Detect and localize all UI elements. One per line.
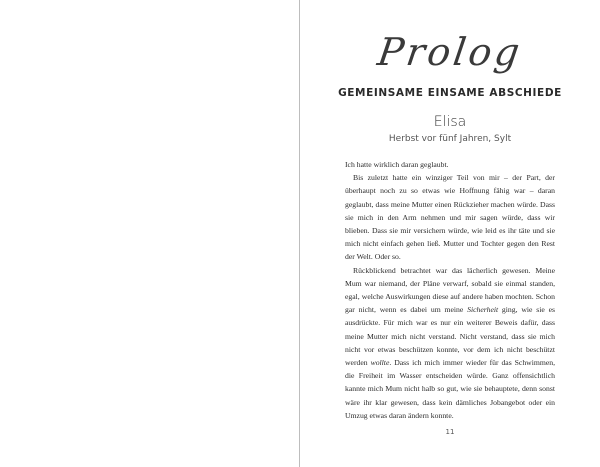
left-page-blank	[0, 0, 299, 467]
paragraph-3	[345, 264, 555, 422]
paragraph-3-part-a: Rückblickend betrachtet war das lächerlich gewesen. Meine Mum war niemand, der Pläne verwarf, sobald sie einmal standen, egal, welche Auswirkungen diese auf andere haben mochten. Schon gar nicht, wenn es dabei um meine	[345, 265, 555, 315]
emphasis-sicherheit: Sicherheit	[467, 305, 499, 315]
body-text	[345, 158, 555, 422]
pov-character-name: Elisa	[433, 114, 467, 130]
page-number: 11	[445, 428, 455, 436]
emphasis-wollte: wollte	[370, 358, 390, 368]
paragraph-2: Bis zuletzt hatte ein winziger Teil von mir – der Part, der überhaupt noch zu so etwas wie Hoffnung fähig war – daran geglaubt, dass meine Mutter einen Rückzieher machen würde. Dass sie mich in den Arm nehmen und mir sagen würde, dass wir blieben. Dass sie mir versichern würde, wie leid es ihr täte und sie mich nicht einfach gehen ließ. Mutter und Tochter gegen den Rest der Welt. Oder so.	[345, 173, 555, 262]
paragraph-3-part-b: ging, wie sie es ausdrückte. Für mich war es nur ein weiterer Beweis dafür, dass meine Mutter mich nicht verstand. Nicht verstand, dass sie mich nicht vor etwas beschützen konnte, vor dem ich nicht beschützt werden	[345, 305, 555, 368]
paragraph-1: Ich hatte wirklich daran geglaubt.	[345, 160, 449, 169]
right-page	[300, 0, 600, 467]
paragraph-3-part-c: . Dass ich mich immer wieder für das Schwimmen, die Freiheit im Wasser entscheiden würde. Ganz offensichtlich kannte mich Mum nicht halb so gut, wie sie behauptete, denn sonst wäre ihr klar gewesen, dass kein dämliches Jobangebot oder ein Umzug etwas daran ändern konnte.	[345, 358, 555, 420]
chapter-title: Prolog	[374, 30, 526, 74]
time-place-setting: Herbst vor fünf Jahren, Sylt	[388, 134, 512, 144]
chapter-subtitle: GEMEINSAME EINSAME ABSCHIEDE	[338, 87, 562, 99]
